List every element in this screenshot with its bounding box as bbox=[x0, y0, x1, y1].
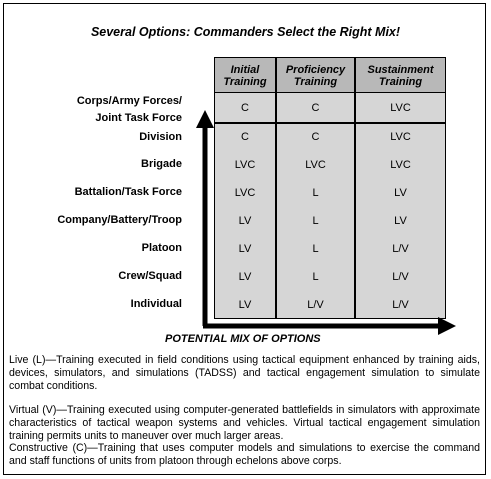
column-header-sustainment: Sustainment Training bbox=[355, 57, 446, 93]
matrix-cell: LVC bbox=[214, 151, 276, 179]
row-label-individual: Individual bbox=[130, 298, 182, 310]
matrix-cell: L/V bbox=[355, 263, 446, 291]
matrix-cell: L bbox=[276, 207, 355, 235]
matrix-cell: LV bbox=[355, 207, 446, 235]
matrix-cell: L/V bbox=[276, 291, 355, 319]
right-arrow-icon bbox=[438, 317, 456, 335]
matrix-cell: L bbox=[276, 235, 355, 263]
matrix-cell: LVC bbox=[276, 151, 355, 179]
matrix-cell: L bbox=[276, 263, 355, 291]
row-label-corps-line2: Joint Task Force bbox=[95, 112, 182, 124]
axis-label: POTENTIAL MIX OF OPTIONS bbox=[165, 333, 321, 345]
matrix-cell: C bbox=[276, 93, 355, 123]
matrix-cell: LVC bbox=[214, 179, 276, 207]
matrix-cell: LV bbox=[214, 291, 276, 319]
row-label-company: Company/Battery/Troop bbox=[57, 214, 182, 226]
definition-constructive: Constructive (C)—Training that uses computer models and simulations to exercise the command and staff functions of units from platoon through echelons above corps. bbox=[9, 442, 480, 467]
row-label-crew: Crew/Squad bbox=[118, 270, 182, 282]
row-label-battalion: Battalion/Task Force bbox=[74, 186, 182, 198]
matrix-cell: LVC bbox=[355, 123, 446, 151]
matrix-cell: LV bbox=[214, 235, 276, 263]
row-label-division: Division bbox=[139, 131, 182, 143]
figure-title: Several Options: Commanders Select the Right Mix! bbox=[90, 25, 401, 39]
up-arrow-icon bbox=[196, 110, 214, 128]
matrix-cell: L/V bbox=[355, 291, 446, 319]
column-header-proficiency: Proficiency Training bbox=[276, 57, 355, 93]
matrix-cell: LVC bbox=[355, 93, 446, 123]
definition-virtual: Virtual (V)—Training executed using computer-generated battlefields in simulators with approximate characteristics of tactical weapon systems and vehicles. Virtual tactical engagement simulation training permits units to maneuver over much larger areas. bbox=[9, 404, 480, 442]
matrix-cell: LV bbox=[214, 207, 276, 235]
matrix-cell: LVC bbox=[355, 151, 446, 179]
matrix-cell: C bbox=[214, 123, 276, 151]
matrix-cell: C bbox=[214, 93, 276, 123]
row-label-brigade: Brigade bbox=[141, 158, 182, 170]
column-header-initial: Initial Training bbox=[214, 57, 276, 93]
row-label-platoon: Platoon bbox=[141, 242, 182, 254]
matrix-cell: L/V bbox=[355, 235, 446, 263]
matrix-cell: L bbox=[276, 179, 355, 207]
matrix-cell: C bbox=[276, 123, 355, 151]
row-label-corps-line1: Corps/Army Forces/ bbox=[76, 95, 182, 107]
matrix-cell: LV bbox=[355, 179, 446, 207]
definition-live: Live (L)—Training executed in field conditions using tactical equipment enhanced by training aids, devices, simulators, and simulations (TADSS) and tactical engagement simulation to simulate combat conditions. bbox=[9, 354, 480, 392]
matrix-cell: LV bbox=[214, 263, 276, 291]
